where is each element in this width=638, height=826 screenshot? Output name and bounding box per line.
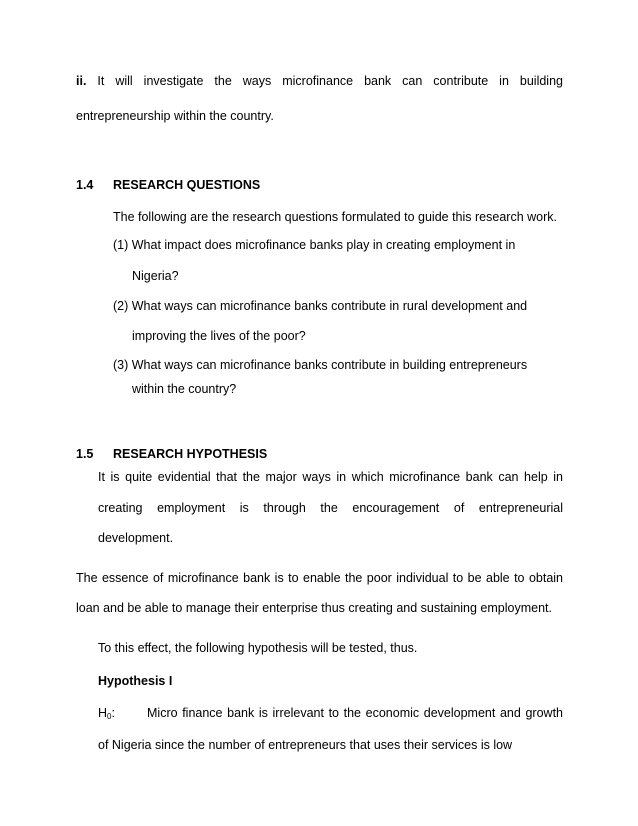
section-1-5-number: 1.5 xyxy=(76,447,94,461)
h0-line-2: of Nigeria since the number of entrepreneurs that uses their services is low xyxy=(98,738,513,752)
h0-letter: H xyxy=(98,706,108,720)
section-ii-line-1 xyxy=(76,73,563,89)
section-ii-text: It will investigate the ways microfinance bank can contribute in building xyxy=(97,74,563,88)
hypothesis-para-2-line-2: loan and be able to manage their enterprise thus creating and sustaining employment. xyxy=(76,601,552,615)
section-1-4-title: RESEARCH QUESTIONS xyxy=(113,178,261,192)
hypothesis-para-1-line-2: creating employment is through the encouragement of entrepreneurial xyxy=(98,501,563,515)
hypothesis-para-2-line-1: The essence of microfinance bank is to enable the poor individual to be able to obtain xyxy=(76,571,563,585)
hypothesis-para-1-line-3: development. xyxy=(98,531,174,545)
h0-line-1: Micro finance bank is irrelevant to the economic development and growth xyxy=(147,706,563,720)
section-1-5-title: RESEARCH HYPOTHESIS xyxy=(113,447,268,461)
question-2-line-1: (2) What ways can microfinance banks contribute in rural development and xyxy=(113,299,528,313)
h0-label xyxy=(98,705,115,725)
section-ii-line-2: entrepreneurship within the country. xyxy=(76,109,274,123)
question-1-line-2: Nigeria? xyxy=(132,269,179,283)
question-3-line-2: within the country? xyxy=(132,382,237,396)
hypothesis-i-heading: Hypothesis I xyxy=(98,674,173,688)
h0-colon: : xyxy=(111,706,115,720)
section-1-4-number: 1.4 xyxy=(76,178,94,192)
h0-subscript: 0 xyxy=(107,712,112,721)
question-3-line-1: (3) What ways can microfinance banks contribute in building entrepreneurs xyxy=(113,358,528,372)
hypothesis-para-1-line-1: It is quite evidential that the major ways in which microfinance bank can help in xyxy=(98,470,563,484)
question-1-line-1: (1) What impact does microfinance banks play in creating employment in xyxy=(113,238,516,252)
section-ii-marker: ii. xyxy=(76,74,87,88)
question-2-line-2: improving the lives of the poor? xyxy=(132,329,306,343)
hypothesis-para-3: To this effect, the following hypothesis will be tested, thus. xyxy=(98,641,418,655)
research-questions-intro: The following are the research questions formulated to guide this research work. xyxy=(113,210,557,224)
